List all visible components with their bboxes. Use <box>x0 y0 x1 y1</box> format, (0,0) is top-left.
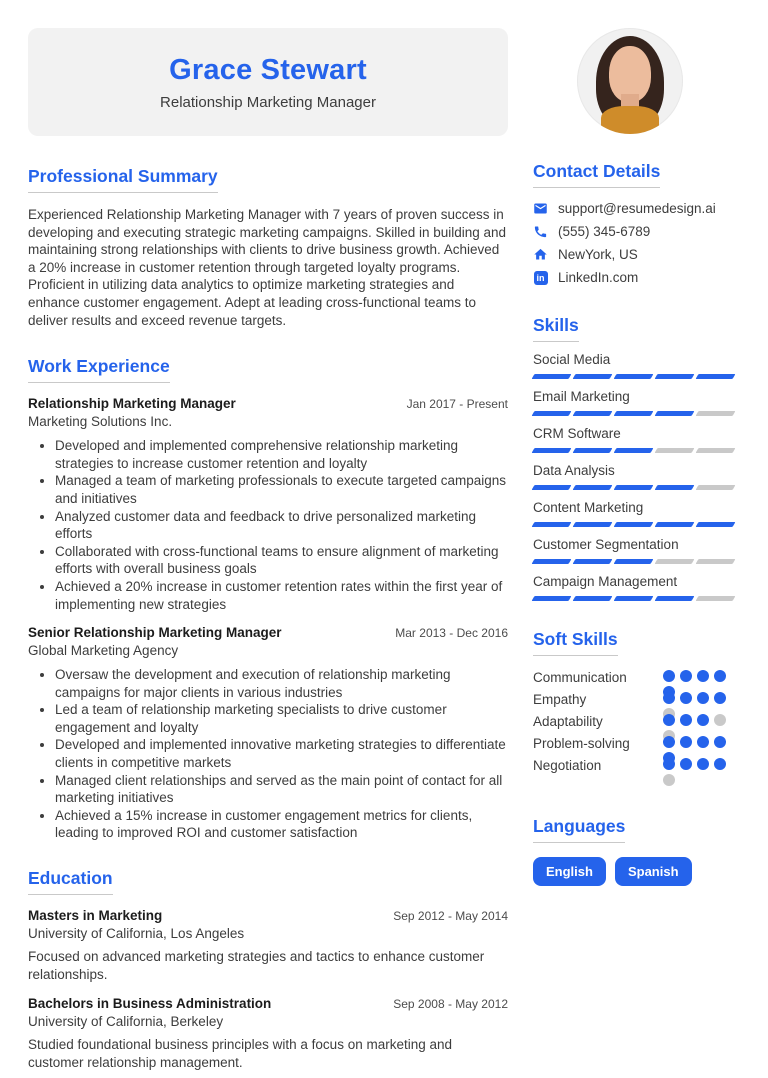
soft-skills-list <box>533 670 740 780</box>
bar-segment-filled <box>614 448 654 453</box>
dot-filled <box>663 736 675 748</box>
bar-segment-filled <box>696 374 736 379</box>
entry-title-row <box>28 908 508 923</box>
section-heading-education: Education <box>28 868 113 895</box>
dot-filled <box>714 758 726 770</box>
section-heading-languages: Languages <box>533 816 625 843</box>
entry-dates: Jan 2017 - Present <box>406 397 508 412</box>
skill-level-bar <box>533 559 740 564</box>
bar-segment-filled <box>655 485 695 490</box>
contact-item-text: support@resumedesign.ai <box>558 201 716 216</box>
skill-level-bar <box>533 448 740 453</box>
bar-segment-filled <box>532 448 572 453</box>
dot-filled <box>680 670 692 682</box>
soft-skill-dots <box>663 714 726 726</box>
entry-dates: Sep 2008 - May 2012 <box>393 997 508 1012</box>
skill-name: Data Analysis <box>533 463 615 478</box>
bar-segment-filled <box>532 522 572 527</box>
entry-bullet: • Managed a team of marketing professionals to execute targeted campaigns and initiatives <box>55 472 508 507</box>
bar-segment-filled <box>614 374 654 379</box>
bar-segment-filled <box>655 522 695 527</box>
entry-bullet: • Collaborated with cross-functional teams to ensure alignment of marketing efforts with overall business goals <box>55 543 508 578</box>
entry-title: Relationship Marketing Manager <box>28 396 236 412</box>
skill-item <box>533 389 740 416</box>
dot-filled <box>663 758 675 770</box>
bar-segment-empty <box>696 596 736 601</box>
dot-filled <box>663 714 675 726</box>
entry-bullet: • Developed and implemented comprehensive relationship marketing strategies to increase customer retention and loyalty <box>55 437 508 472</box>
soft-skill-dots <box>663 670 726 682</box>
dot-filled <box>697 758 709 770</box>
entry-title: Bachelors in Business Administration <box>28 996 272 1012</box>
entry-title-row <box>28 396 508 411</box>
soft-skill-name: Problem-solving <box>533 736 630 751</box>
entry-company: Marketing Solutions Inc. <box>28 414 173 430</box>
bar-segment-filled <box>573 522 613 527</box>
bar-segment-filled <box>573 374 613 379</box>
bar-segment-empty <box>696 448 736 453</box>
section-heading-contact: Contact Details <box>533 161 660 188</box>
candidate-name: Grace Stewart <box>169 53 367 86</box>
bar-segment-filled <box>573 411 613 416</box>
skill-item <box>533 463 740 490</box>
dot-empty <box>714 714 726 726</box>
dot-filled <box>714 670 726 682</box>
side-column <box>533 28 740 886</box>
bar-segment-filled <box>696 522 736 527</box>
bar-segment-empty <box>696 559 736 564</box>
dot-filled <box>680 692 692 704</box>
bar-segment-filled <box>614 559 654 564</box>
skill-name: Customer Segmentation <box>533 537 679 552</box>
bar-segment-filled <box>655 374 695 379</box>
bar-segment-filled <box>614 596 654 601</box>
contact-list <box>533 201 740 285</box>
skill-name: Email Marketing <box>533 389 630 404</box>
skills-list <box>533 352 740 601</box>
skill-level-bar <box>533 522 740 527</box>
dot-filled <box>697 736 709 748</box>
entry-school: University of California, Berkeley <box>28 1014 224 1030</box>
soft-skill-item <box>533 736 726 758</box>
entry-bullet-list <box>28 437 508 613</box>
dot-filled <box>714 692 726 704</box>
dot-empty <box>663 774 675 786</box>
entry-school: University of California, Los Angeles <box>28 926 245 942</box>
bar-segment-filled <box>573 596 613 601</box>
skill-level-bar <box>533 485 740 490</box>
skill-item <box>533 352 740 379</box>
section-heading-experience: Work Experience <box>28 356 170 383</box>
entry-title: Masters in Marketing <box>28 908 163 924</box>
entry-bullet: • Managed client relationships and served as the main point of contact for all marketing initiatives <box>55 772 508 807</box>
linkedin-icon: in <box>534 271 548 285</box>
soft-skill-dots <box>663 692 726 704</box>
bar-segment-filled <box>573 559 613 564</box>
education-entry <box>28 996 508 1071</box>
contact-item-text: LinkedIn.com <box>558 270 639 285</box>
skill-name: Content Marketing <box>533 500 644 515</box>
bar-segment-filled <box>614 522 654 527</box>
language-badge: English <box>533 857 606 886</box>
bar-segment-filled <box>532 559 572 564</box>
bar-segment-filled <box>655 596 695 601</box>
dot-filled <box>680 714 692 726</box>
experience-list <box>28 396 508 842</box>
skill-item <box>533 574 740 601</box>
contact-item-text: NewYork, US <box>558 247 638 262</box>
soft-skill-name: Negotiation <box>533 758 602 773</box>
contact-item-text: (555) 345-6789 <box>558 224 651 239</box>
bar-segment-filled <box>614 485 654 490</box>
entry-bullet: • Analyzed customer data and feedback to drive personalized marketing efforts <box>55 508 508 543</box>
resume-header <box>28 28 508 136</box>
soft-skill-dots <box>663 736 726 748</box>
bar-segment-filled <box>614 411 654 416</box>
dot-filled <box>680 736 692 748</box>
bar-segment-filled <box>573 448 613 453</box>
experience-entry <box>28 625 508 842</box>
languages-list <box>533 857 740 886</box>
education-entry <box>28 908 508 983</box>
entry-bullet: • Achieved a 15% increase in customer engagement metrics for clients, leading to improved ROI and customer satisfaction <box>55 807 508 842</box>
soft-skill-name: Adaptability <box>533 714 603 729</box>
section-heading-summary: Professional Summary <box>28 166 218 193</box>
soft-skill-dots <box>663 758 726 770</box>
entry-title-row <box>28 996 508 1011</box>
skill-item <box>533 537 740 564</box>
bar-segment-filled <box>655 411 695 416</box>
section-heading-skills: Skills <box>533 315 579 342</box>
entry-dates: Sep 2012 - May 2014 <box>393 909 508 924</box>
bar-segment-filled <box>532 411 572 416</box>
soft-skill-item <box>533 758 726 780</box>
bar-segment-empty <box>696 411 736 416</box>
email-icon <box>533 201 548 216</box>
linkedin-icon <box>533 270 548 285</box>
entry-title: Senior Relationship Marketing Manager <box>28 625 282 641</box>
candidate-job-title: Relationship Marketing Manager <box>160 93 376 111</box>
home-icon <box>533 247 548 262</box>
language-badge: Spanish <box>615 857 692 886</box>
summary-text: Experienced Relationship Marketing Manager with 7 years of proven success in developing and executing strategic marketing campaigns. Skilled in building and maintaining strong relationships with clients to drive business growth. Achieved a 20% increase in customer retention through targeted loyalty programs. Proficient in utilizing data analytics to optimize marketing strategies and enhance customer engagement. Adept at leading cross-functional teams to deliver results and exceed revenue targets. <box>28 207 507 328</box>
dot-filled <box>697 692 709 704</box>
bar-segment-filled <box>573 485 613 490</box>
main-column <box>28 28 508 1071</box>
education-list <box>28 908 508 1071</box>
skill-name: CRM Software <box>533 426 621 441</box>
experience-entry <box>28 396 508 613</box>
entry-title-row <box>28 625 508 640</box>
skill-item <box>533 500 740 527</box>
dot-filled <box>697 714 709 726</box>
soft-skill-item <box>533 714 726 736</box>
entry-bullet: • Led a team of relationship marketing specialists to drive customer engagement and loyalty <box>55 701 508 736</box>
soft-skill-item <box>533 670 726 692</box>
contact-item[interactable] <box>533 201 740 216</box>
bar-segment-empty <box>655 448 695 453</box>
avatar-shirt <box>601 106 659 134</box>
entry-description: Studied foundational business principles with a focus on marketing and customer relationship management. <box>28 1037 453 1070</box>
entry-bullet: • Oversaw the development and execution of relationship marketing campaigns for major clients in various industries <box>55 666 508 701</box>
bar-segment-filled <box>532 485 572 490</box>
skill-level-bar <box>533 374 740 379</box>
dot-filled <box>697 670 709 682</box>
phone-icon <box>533 224 548 239</box>
dot-filled <box>714 736 726 748</box>
bar-segment-empty <box>696 485 736 490</box>
entry-dates: Mar 2013 - Dec 2016 <box>395 626 508 641</box>
skill-name: Social Media <box>533 352 611 367</box>
bar-segment-empty <box>655 559 695 564</box>
entry-company: Global Marketing Agency <box>28 643 179 659</box>
contact-item[interactable] <box>533 270 740 285</box>
profile-photo <box>577 28 683 134</box>
skill-level-bar <box>533 596 740 601</box>
contact-item <box>533 224 740 239</box>
entry-bullet-list <box>28 666 508 842</box>
soft-skill-item <box>533 692 726 714</box>
skill-level-bar <box>533 411 740 416</box>
entry-bullet: • Achieved a 20% increase in customer retention rates within the first year of implementing new strategies <box>55 578 508 613</box>
soft-skill-name: Communication <box>533 670 627 685</box>
skill-name: Campaign Management <box>533 574 678 589</box>
dot-filled <box>680 758 692 770</box>
bar-segment-filled <box>532 374 572 379</box>
entry-bullet: • Developed and implemented innovative marketing strategies to differentiate clients in competitive markets <box>55 736 508 771</box>
contact-item <box>533 247 740 262</box>
bar-segment-filled <box>532 596 572 601</box>
skill-item <box>533 426 740 453</box>
section-heading-soft-skills: Soft Skills <box>533 629 618 656</box>
dot-filled <box>663 670 675 682</box>
soft-skill-name: Empathy <box>533 692 587 707</box>
entry-description: Focused on advanced marketing strategies and tactics to enhance customer relationships. <box>28 949 485 982</box>
dot-filled <box>663 692 675 704</box>
